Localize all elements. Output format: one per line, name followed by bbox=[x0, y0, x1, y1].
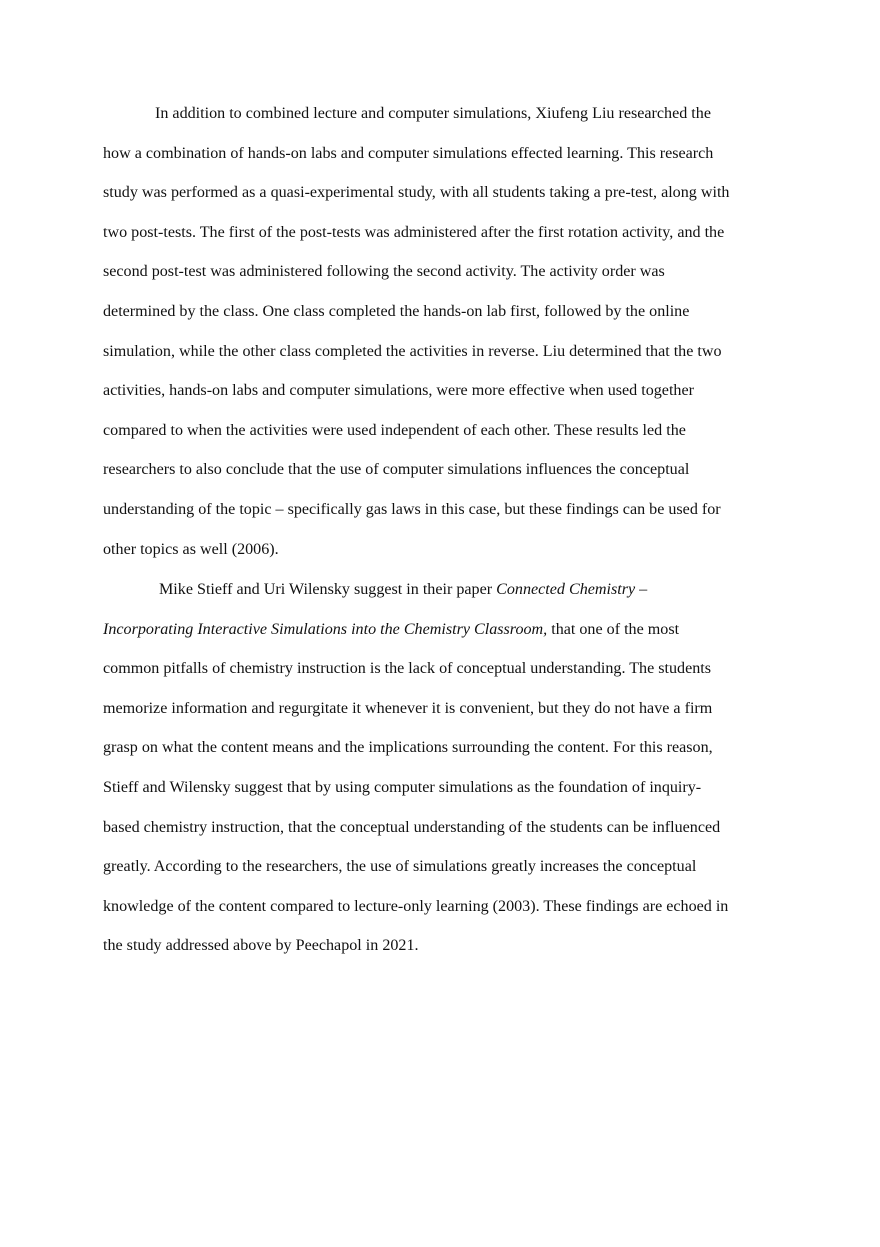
text-line: knowledge of the content compared to lecture-only learning (2003). These findings are echoed in bbox=[103, 898, 729, 915]
text-line: second post-test was administered following the second activity. The activity order was bbox=[103, 263, 665, 280]
text-line: common pitfalls of chemistry instruction is the lack of conceptual understanding. The students bbox=[103, 660, 712, 677]
text-line: activities, hands-on labs and computer simulations, were more effective when used together bbox=[103, 382, 694, 399]
text-line: compared to when the activities were used independent of each other. These results led the bbox=[103, 422, 686, 439]
paper-title-part1: Connected Chemistry – bbox=[496, 581, 648, 598]
text-line: other topics as well (2006). bbox=[103, 541, 279, 558]
text-line: determined by the class. One class completed the hands-on lab first, followed by the online bbox=[103, 303, 690, 320]
text-line: how a combination of hands-on labs and computer simulations effected learning. This research bbox=[103, 145, 714, 162]
text-line bbox=[103, 619, 679, 641]
text-line: two post-tests. The first of the post-tests was administered after the first rotation activity, and the bbox=[103, 224, 725, 241]
text-line: study was performed as a quasi-experimental study, with all students taking a pre-test, along with bbox=[103, 184, 730, 201]
text-line bbox=[159, 579, 647, 601]
text-span: that one of the most bbox=[547, 621, 680, 638]
text-line: greatly. According to the researchers, the use of simulations greatly increases the conceptual bbox=[103, 858, 697, 875]
text-line: grasp on what the content means and the implications surrounding the content. For this reason, bbox=[103, 739, 713, 756]
text-line: In addition to combined lecture and computer simulations, Xiufeng Liu researched the bbox=[155, 105, 711, 122]
text-line: memorize information and regurgitate it whenever it is convenient, but they do not have a firm bbox=[103, 700, 713, 717]
text-line: Stieff and Wilensky suggest that by using computer simulations as the foundation of inquiry- bbox=[103, 779, 702, 796]
text-span: Mike Stieff and Uri Wilensky suggest in their paper bbox=[159, 581, 497, 598]
text-line: the study addressed above by Peechapol in 2021. bbox=[103, 937, 419, 954]
text-line: understanding of the topic – specifically gas laws in this case, but these findings can be used for bbox=[103, 501, 721, 518]
text-line: researchers to also conclude that the use of computer simulations influences the conceptual bbox=[103, 461, 690, 478]
text-line: based chemistry instruction, that the conceptual understanding of the students can be influenced bbox=[103, 819, 721, 836]
paper-title-part2: Incorporating Interactive Simulations into the Chemistry Classroom, bbox=[103, 621, 548, 638]
text-line: simulation, while the other class completed the activities in reverse. Liu determined that the two bbox=[103, 343, 722, 360]
